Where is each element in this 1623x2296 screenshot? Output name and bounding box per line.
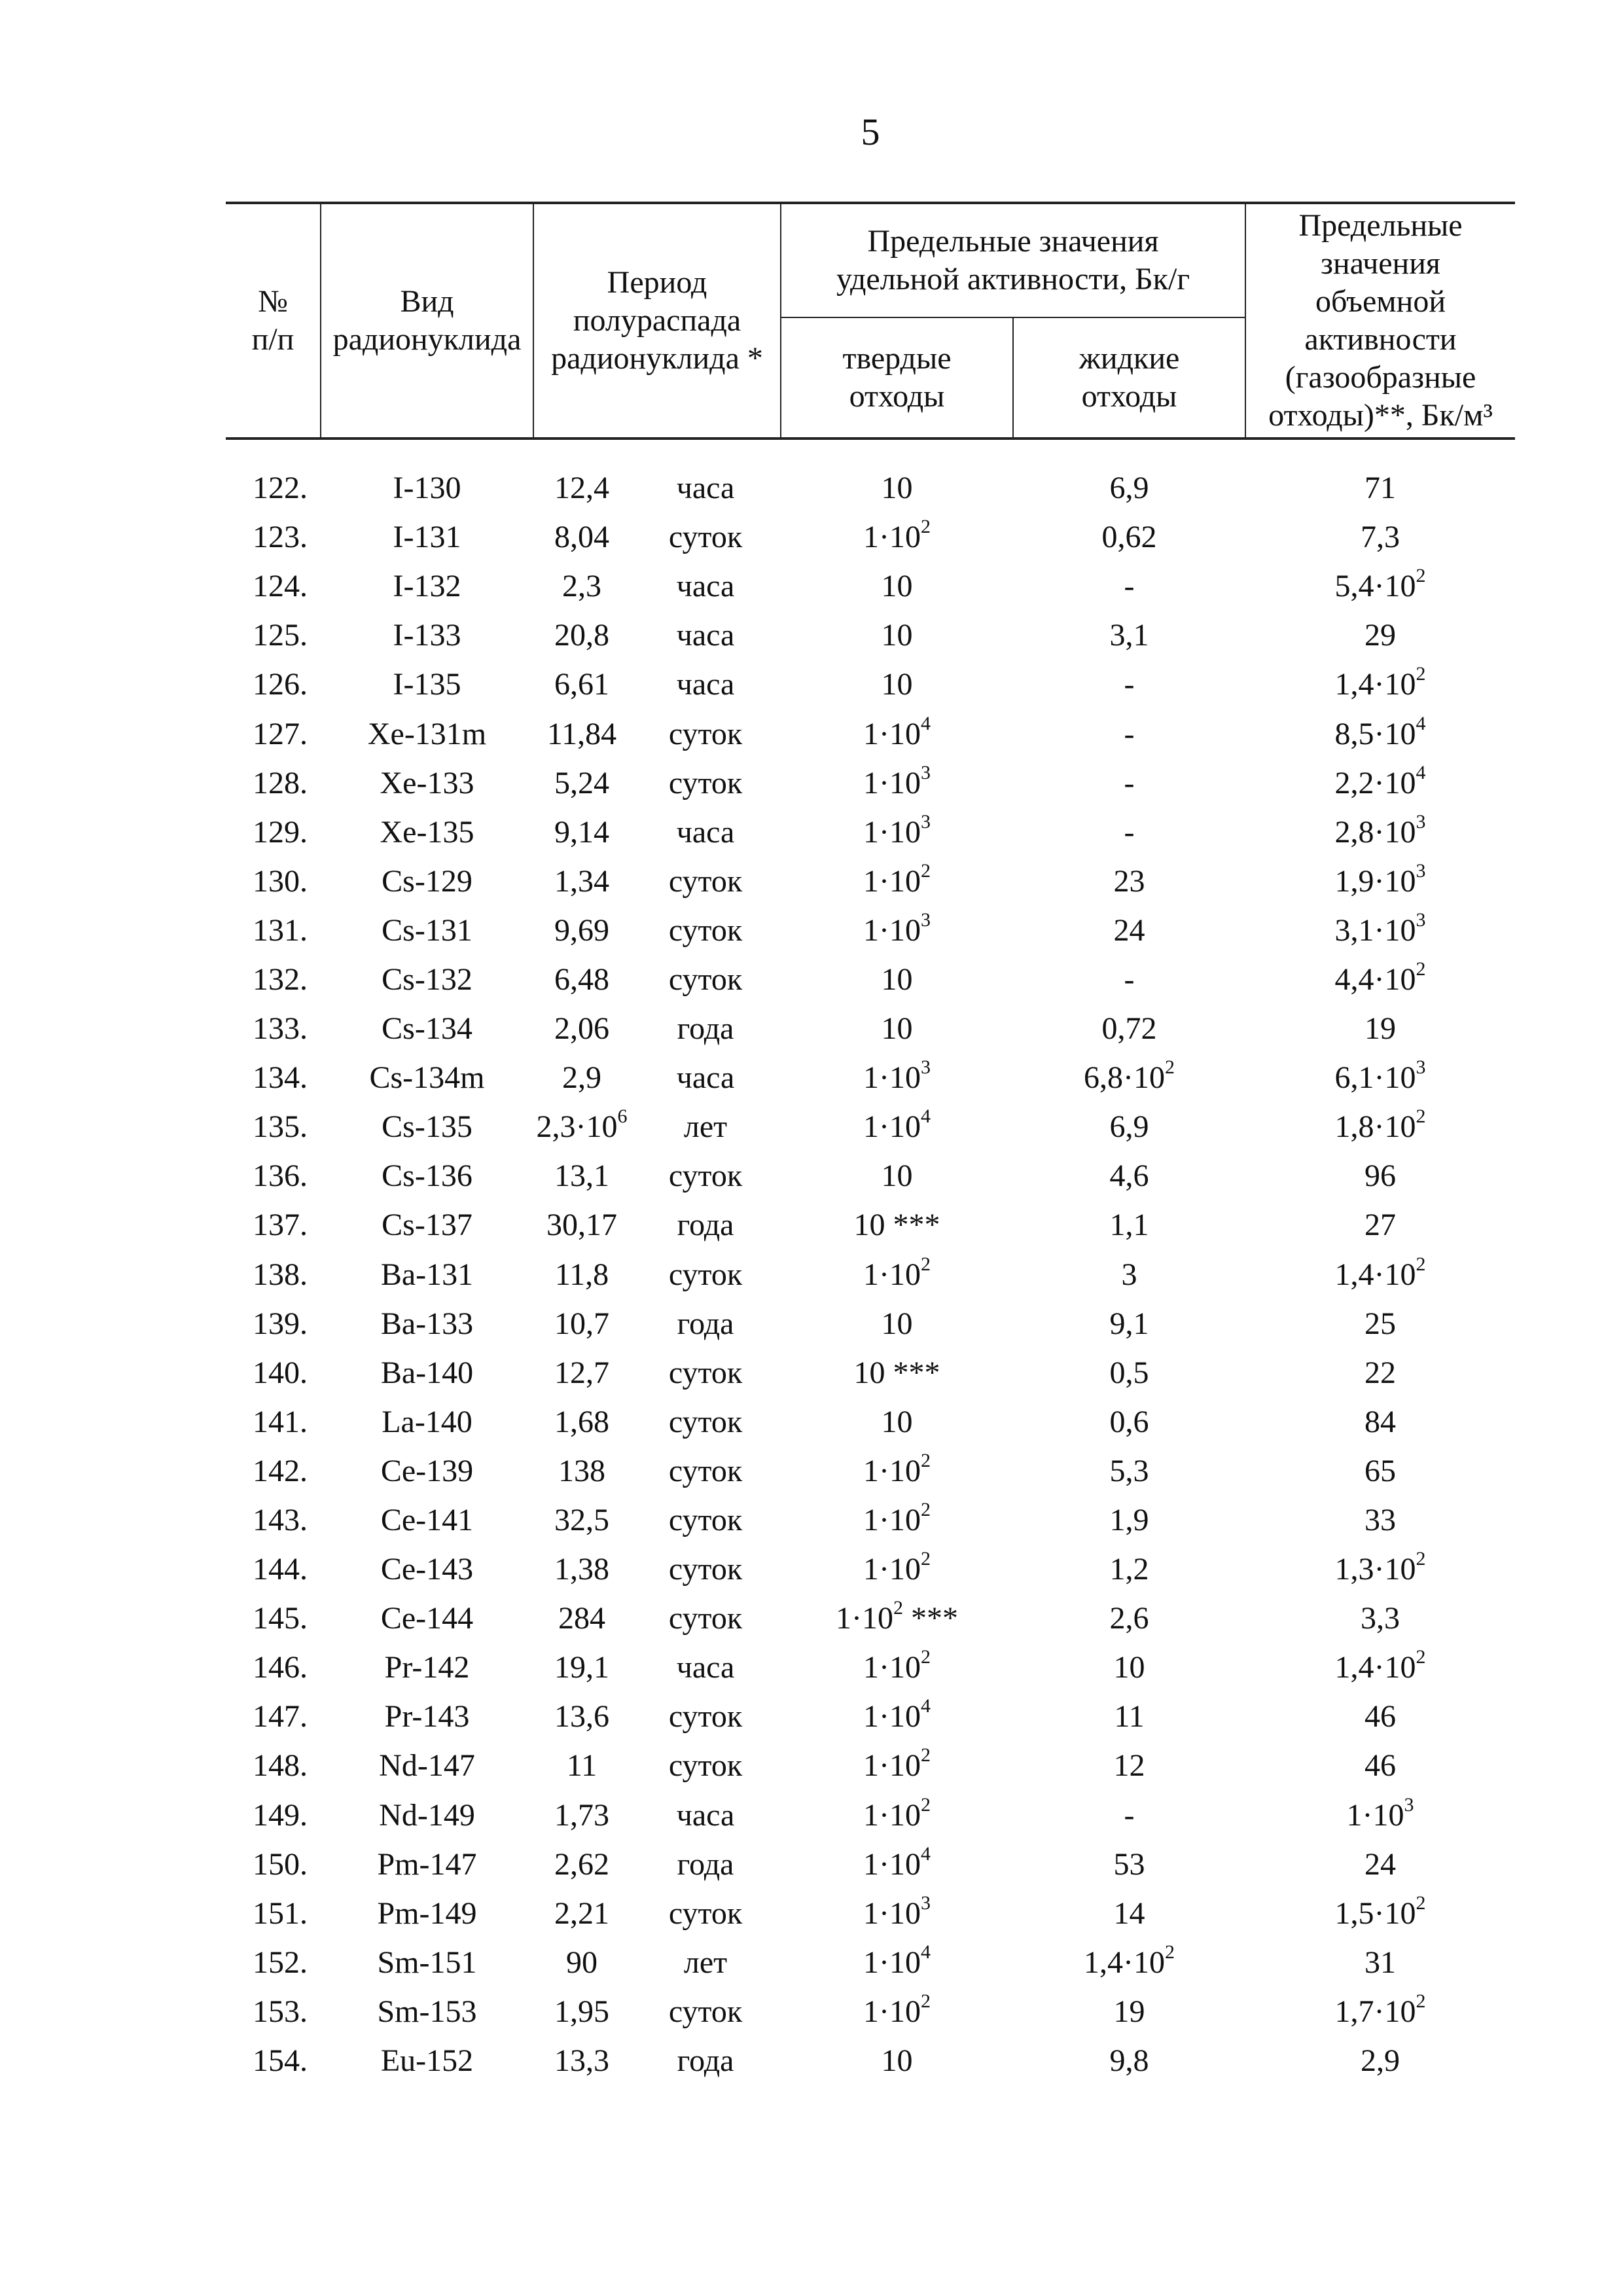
solid-waste-limit: 10 [881, 667, 913, 702]
header-radionuclide [321, 203, 533, 439]
solid-waste-limit: 10 [881, 618, 913, 653]
header-half-life-line: радионуклида * [551, 341, 763, 376]
radionuclide-name: Xe-131m [367, 716, 487, 751]
volume-activity-limit: $1,4\cdot 10^2$ [1334, 1253, 1426, 1292]
half-life-unit: суток [668, 1895, 743, 1931]
header-volume-activity-line: активности [1304, 322, 1457, 357]
row-number: 142. [253, 1453, 308, 1488]
solid-waste-limit: 10 [881, 1306, 913, 1341]
header-volume-activity-line: отходы)**, Бк/м³ [1268, 398, 1493, 433]
liquid-waste-limit: 1,1 [1109, 1208, 1149, 1243]
row-number: 137. [253, 1208, 308, 1243]
header-radionuclide-line: радионуклида [332, 322, 522, 357]
volume-activity-limit: $1,4\cdot 10^2$ [1334, 1646, 1426, 1685]
row-number: 150. [253, 1846, 308, 1882]
volume-activity-limit: $1,9\cdot 10^3$ [1334, 859, 1426, 899]
liquid-waste-limit: 2,6 [1109, 1601, 1149, 1636]
header-specific-activity-line: удельной активности, Бк/г [836, 261, 1190, 296]
half-life-unit: суток [668, 961, 743, 997]
row-number: 123. [253, 520, 308, 555]
table-row [226, 1545, 1515, 1594]
header-number-line: п/п [251, 322, 294, 357]
table-row [226, 709, 1515, 758]
radionuclide-name: Xe-133 [380, 765, 474, 800]
half-life-unit: суток [668, 863, 743, 899]
radionuclide-name: Cs-135 [382, 1109, 473, 1145]
liquid-waste-limit: 10 [1113, 1650, 1145, 1685]
solid-waste-limit: 10 [881, 1011, 913, 1047]
row-number: 143. [253, 1503, 308, 1538]
volume-activity-limit: 3,3 [1361, 1601, 1400, 1636]
table-row [226, 906, 1515, 955]
volume-activity-limit: $1,4\cdot 10^2$ [1334, 663, 1426, 702]
header-liquid-waste-line: жидкие [1079, 340, 1180, 376]
row-number: 124. [253, 569, 308, 604]
solid-waste-limit: $1\cdot 10^4$ [863, 1695, 931, 1734]
radionuclide-name: Nd-147 [379, 1748, 475, 1784]
row-number: 131. [253, 912, 308, 948]
volume-activity-limit: 46 [1364, 1699, 1397, 1734]
radionuclide-name: I-133 [393, 618, 461, 653]
table-row [226, 955, 1515, 1004]
half-life-unit: года [677, 1846, 734, 1882]
half-life-unit: суток [668, 1453, 743, 1488]
row-number: 138. [253, 1257, 308, 1292]
header-radionuclide-line: Вид [400, 284, 454, 319]
header-number-line: № [258, 284, 288, 319]
liquid-waste-limit: 11 [1114, 1699, 1145, 1734]
radionuclide-name: Ce-144 [380, 1601, 474, 1636]
header-liquid-waste-line: отходы [1081, 378, 1177, 414]
liquid-waste-limit: 4,6 [1109, 1158, 1149, 1194]
half-life-value: 8,04 [554, 520, 609, 555]
row-number: 126. [253, 667, 308, 702]
half-life-value: 32,5 [554, 1503, 609, 1538]
radionuclide-name: Cs-136 [382, 1158, 473, 1194]
half-life-unit: суток [668, 520, 743, 555]
solid-waste-limit: $1\cdot 10^4$ [863, 1842, 931, 1882]
radionuclide-name: Pm-147 [377, 1846, 477, 1882]
radionuclide-name: Sm-151 [377, 1945, 477, 1980]
liquid-waste-limit: 24 [1113, 912, 1145, 948]
solid-waste-limit: $1\cdot 10^2$ [863, 1253, 931, 1292]
radionuclide-name: Cs-134 [382, 1011, 473, 1047]
volume-activity-limit: 22 [1364, 1355, 1397, 1390]
half-life-unit: суток [668, 1748, 743, 1784]
radionuclide-name: Cs-137 [382, 1208, 473, 1243]
solid-waste-limit: $1\cdot 10^2$ [863, 1499, 931, 1538]
row-number: 122. [253, 471, 308, 506]
half-life-value: 30,17 [546, 1208, 617, 1243]
row-number: 132. [253, 961, 308, 997]
radionuclide-name: Ce-143 [380, 1552, 474, 1587]
table-row [226, 759, 1515, 808]
volume-activity-limit: $6,1\cdot 10^3$ [1334, 1056, 1426, 1096]
row-number: 135. [253, 1109, 308, 1145]
solid-waste-limit: 10 [881, 471, 913, 506]
table-row [226, 611, 1515, 660]
liquid-waste-limit: 0,6 [1109, 1404, 1149, 1439]
liquid-waste-limit: 9,1 [1109, 1306, 1149, 1341]
header-solid-waste [781, 317, 1013, 439]
table-row [226, 1643, 1515, 1692]
half-life-value: 5,24 [554, 765, 609, 800]
header-half-life-line: Период [607, 265, 707, 300]
liquid-waste-limit: 3 [1121, 1257, 1137, 1292]
liquid-waste-limit: 23 [1113, 863, 1145, 899]
solid-waste-limit: $1\cdot 10^2$ [863, 1449, 931, 1488]
half-life-value: 13,1 [554, 1158, 609, 1194]
table-row [226, 562, 1515, 611]
table-row [226, 1741, 1515, 1790]
page-number: 5 [861, 111, 880, 153]
liquid-waste-limit: 6,9 [1109, 471, 1149, 506]
solid-waste-limit: 10 [881, 1158, 913, 1194]
solid-waste-limit: $1\cdot 10^4$ [863, 712, 931, 751]
table-spacer [226, 439, 1515, 463]
half-life-unit: часа [676, 667, 735, 702]
liquid-waste-limit: - [1124, 1797, 1135, 1833]
row-number: 130. [253, 863, 308, 899]
radionuclide-name: Ba-131 [380, 1257, 474, 1292]
volume-activity-limit: $4,4\cdot 10^2$ [1334, 958, 1426, 997]
table-row [226, 1496, 1515, 1545]
half-life-value: 284 [558, 1601, 605, 1636]
half-life-value: 138 [558, 1453, 605, 1488]
half-life-value: 11,8 [554, 1257, 609, 1292]
half-life-unit: суток [668, 912, 743, 948]
volume-activity-limit: 19 [1364, 1011, 1397, 1047]
header-solid-waste-line: твердые [842, 340, 952, 376]
table-row [226, 1004, 1515, 1053]
half-life-value: 2,21 [554, 1895, 609, 1931]
table-row [226, 1299, 1515, 1348]
radionuclide-name: Cs-131 [382, 912, 473, 948]
half-life-value: 13,3 [554, 2043, 609, 2079]
header-solid-waste-line: отходы [849, 378, 945, 414]
half-life-unit: часа [676, 1797, 735, 1833]
volume-activity-limit: $1,3\cdot 10^2$ [1334, 1548, 1426, 1587]
half-life-unit: суток [668, 1601, 743, 1636]
table-row [226, 1692, 1515, 1741]
header-liquid-waste [1013, 317, 1245, 439]
solid-waste-limit: 10 *** [853, 1208, 940, 1243]
liquid-waste-limit: $6,8\cdot 10^2$ [1084, 1056, 1175, 1096]
table-row [226, 1987, 1515, 2036]
liquid-waste-limit: 0,62 [1101, 520, 1157, 555]
volume-activity-limit: $1\cdot 10^3$ [1346, 1793, 1414, 1833]
half-life-value: 9,69 [554, 912, 609, 948]
volume-activity-limit: $2,2\cdot 10^4$ [1334, 761, 1426, 800]
radionuclide-name: Cs-129 [382, 863, 473, 899]
liquid-waste-limit: 6,9 [1109, 1109, 1149, 1145]
half-life-unit: лет [683, 1945, 728, 1980]
header-specific-activity-line: Предельные значения [867, 223, 1159, 259]
liquid-waste-limit: 53 [1113, 1846, 1145, 1882]
table-row [226, 1151, 1515, 1200]
row-number: 148. [253, 1748, 308, 1784]
half-life-value: $2,3\cdot 10^6$ [536, 1105, 628, 1145]
radionuclide-name: I-135 [393, 667, 461, 702]
solid-waste-limit: $1\cdot 10^2$ [863, 1744, 931, 1784]
liquid-waste-limit: 9,8 [1109, 2043, 1149, 2079]
half-life-value: 2,06 [554, 1011, 609, 1047]
volume-activity-limit: $1,7\cdot 10^2$ [1334, 1990, 1426, 2029]
header-volume-activity-line: Предельные [1298, 208, 1463, 243]
radionuclide-table [226, 202, 1515, 2085]
volume-activity-limit: 24 [1364, 1846, 1397, 1882]
liquid-waste-limit: 0,72 [1101, 1011, 1157, 1047]
volume-activity-limit: 96 [1364, 1158, 1397, 1194]
half-life-value: 12,4 [554, 471, 609, 506]
row-number: 136. [253, 1158, 308, 1194]
solid-waste-limit: 10 [881, 2043, 913, 2079]
radionuclide-name: Ce-141 [380, 1503, 474, 1538]
radionuclide-name: Pr-143 [384, 1699, 470, 1734]
volume-activity-limit: $3,1\cdot 10^3$ [1334, 908, 1426, 948]
row-number: 149. [253, 1797, 308, 1833]
table-row [226, 808, 1515, 857]
half-life-unit: суток [668, 1552, 743, 1587]
radionuclide-name: Sm-153 [377, 1994, 477, 2029]
half-life-unit: года [677, 2043, 734, 2079]
liquid-waste-limit: 14 [1113, 1895, 1145, 1931]
volume-activity-limit: $5,4\cdot 10^2$ [1334, 565, 1426, 604]
half-life-value: 6,61 [554, 667, 609, 702]
half-life-value: 11,84 [546, 716, 617, 751]
header-half-life [533, 203, 781, 439]
table-row [226, 1889, 1515, 1938]
half-life-value: 1,73 [554, 1797, 609, 1833]
row-number: 141. [253, 1404, 308, 1439]
liquid-waste-limit: - [1124, 961, 1135, 997]
radionuclide-name: Xe-135 [380, 814, 474, 850]
half-life-unit: года [677, 1306, 734, 1341]
solid-waste-limit: $1\cdot 10^2$ [863, 516, 931, 555]
volume-activity-limit: 31 [1364, 1945, 1397, 1980]
half-life-unit: суток [668, 1158, 743, 1194]
half-life-unit: суток [668, 1503, 743, 1538]
radionuclide-name: Cs-134m [369, 1060, 485, 1096]
half-life-unit: суток [668, 1355, 743, 1390]
header-volume-activity-line: значения [1321, 246, 1440, 281]
liquid-waste-limit: 1,9 [1109, 1503, 1149, 1538]
table-row [226, 2036, 1515, 2085]
half-life-value: 20,8 [554, 618, 609, 653]
half-life-unit: года [677, 1011, 734, 1047]
radionuclide-name: Ba-140 [380, 1355, 474, 1390]
half-life-value: 1,95 [554, 1994, 609, 2029]
solid-waste-limit: 10 [881, 961, 913, 997]
row-number: 134. [253, 1060, 308, 1096]
table-body [226, 439, 1515, 2085]
row-number: 140. [253, 1355, 308, 1390]
volume-activity-limit: $1,5\cdot 10^2$ [1334, 1892, 1426, 1931]
table-row [226, 1446, 1515, 1496]
header-volume-activity-line: (газообразные [1285, 360, 1476, 395]
table-row [226, 1791, 1515, 1840]
solid-waste-limit: $1\cdot 10^2$ [863, 1793, 931, 1833]
radionuclide-name: Ce-139 [380, 1453, 474, 1488]
half-life-unit: года [677, 1208, 734, 1243]
solid-waste-limit: $1\cdot 10^2$ [863, 1990, 931, 2029]
row-number: 153. [253, 1994, 308, 2029]
row-number: 128. [253, 765, 308, 800]
half-life-value: 90 [566, 1945, 597, 1980]
header-half-life-line: полураспада [573, 303, 741, 338]
half-life-unit: суток [668, 716, 743, 751]
table-row [226, 1397, 1515, 1446]
liquid-waste-limit: $1,4\cdot 10^2$ [1084, 1941, 1175, 1980]
half-life-value: 1,34 [554, 863, 609, 899]
row-number: 154. [253, 2043, 308, 2079]
radionuclide-name: Cs-132 [382, 961, 473, 997]
volume-activity-limit: 65 [1364, 1453, 1397, 1488]
solid-waste-limit: 10 [881, 1404, 913, 1439]
table-row [226, 1840, 1515, 1889]
half-life-value: 19,1 [554, 1650, 609, 1685]
radionuclide-name: Pm-149 [377, 1895, 477, 1931]
half-life-value: 12,7 [554, 1355, 609, 1390]
half-life-unit: суток [668, 1994, 743, 2029]
solid-waste-limit: $1\cdot 10^2$ [863, 1548, 931, 1587]
table-row [226, 660, 1515, 709]
liquid-waste-limit: - [1124, 716, 1135, 751]
liquid-waste-limit: - [1124, 569, 1135, 604]
header-specific-activity [781, 203, 1245, 317]
half-life-unit: суток [668, 1404, 743, 1439]
volume-activity-limit: 7,3 [1361, 520, 1400, 555]
half-life-value: 6,48 [554, 961, 609, 997]
row-number: 145. [253, 1601, 308, 1636]
half-life-value: 10,7 [554, 1306, 609, 1341]
row-number: 129. [253, 814, 308, 850]
liquid-waste-limit: 1,2 [1109, 1552, 1149, 1587]
half-life-value: 9,14 [554, 814, 609, 850]
liquid-waste-limit: - [1124, 667, 1135, 702]
row-number: 146. [253, 1650, 308, 1685]
radionuclide-name: Pr-142 [384, 1650, 470, 1685]
radionuclide-name: I-131 [393, 520, 461, 555]
table-row [226, 1348, 1515, 1397]
radionuclide-name: I-130 [393, 471, 461, 506]
spacer-cell [226, 439, 1515, 463]
solid-waste-limit: $1\cdot 10^4$ [863, 1941, 931, 1980]
row-number: 139. [253, 1306, 308, 1341]
header-volume-activity-line: объемной [1315, 284, 1446, 319]
solid-waste-limit: 10 *** [853, 1355, 940, 1390]
solid-waste-limit: $1\cdot 10^3$ [863, 1056, 931, 1096]
volume-activity-limit: 71 [1364, 471, 1397, 506]
table-header [226, 203, 1515, 439]
liquid-waste-limit: 12 [1113, 1748, 1145, 1784]
volume-activity-limit: 33 [1364, 1503, 1397, 1538]
solid-waste-limit: $1\cdot 10^3$ [863, 1892, 931, 1931]
half-life-unit: часа [676, 618, 735, 653]
radionuclide-name: I-132 [393, 569, 461, 604]
half-life-unit: часа [676, 1650, 735, 1685]
half-life-value: 2,9 [562, 1060, 601, 1096]
liquid-waste-limit: 5,3 [1109, 1453, 1149, 1488]
radionuclide-table-container [226, 202, 1515, 2085]
half-life-value: 1,38 [554, 1552, 609, 1587]
half-life-unit: суток [668, 765, 743, 800]
table-row [226, 1938, 1515, 1987]
half-life-unit: часа [676, 569, 735, 604]
solid-waste-limit: $1\cdot 10^2$ [863, 859, 931, 899]
half-life-unit: часа [676, 814, 735, 850]
half-life-value: 1,68 [554, 1404, 609, 1439]
header-number [226, 203, 321, 439]
half-life-unit: суток [668, 1257, 743, 1292]
solid-waste-limit: $1\cdot 10^2$ [863, 1646, 931, 1685]
row-number: 147. [253, 1699, 308, 1734]
radionuclide-name: La-140 [382, 1404, 473, 1439]
solid-waste-limit: 10 [881, 569, 913, 604]
solid-waste-limit: $1\cdot 10^3$ [863, 908, 931, 948]
table-row [226, 1102, 1515, 1151]
radionuclide-name: Eu-152 [380, 2043, 474, 2079]
radionuclide-name: Nd-149 [379, 1797, 475, 1833]
table-row [226, 1594, 1515, 1643]
half-life-unit: лет [683, 1109, 728, 1145]
volume-activity-limit: $8,5\cdot 10^4$ [1334, 712, 1426, 751]
solid-waste-limit: $1\cdot 10^3$ [863, 761, 931, 800]
solid-waste-limit: $1\cdot 10^4$ [863, 1105, 931, 1145]
solid-waste-limit: $1\cdot 10^2$ *** [836, 1597, 958, 1636]
table-row [226, 1250, 1515, 1299]
table-row [226, 512, 1515, 562]
liquid-waste-limit: 0,5 [1109, 1355, 1149, 1390]
row-number: 151. [253, 1895, 308, 1931]
half-life-unit: часа [676, 1060, 735, 1096]
liquid-waste-limit: 3,1 [1109, 618, 1149, 653]
liquid-waste-limit: 19 [1113, 1994, 1145, 2029]
half-life-value: 2,3 [562, 569, 601, 604]
solid-waste-limit: $1\cdot 10^3$ [863, 810, 931, 850]
radionuclide-name: Ba-133 [380, 1306, 474, 1341]
volume-activity-limit: $2,8\cdot 10^3$ [1334, 810, 1426, 850]
liquid-waste-limit: - [1124, 814, 1135, 850]
row-number: 125. [253, 618, 308, 653]
table-row [226, 857, 1515, 906]
row-number: 152. [253, 1945, 308, 1980]
row-number: 133. [253, 1011, 308, 1047]
liquid-waste-limit: - [1124, 765, 1135, 800]
volume-activity-limit: $1,8\cdot 10^2$ [1334, 1105, 1426, 1145]
half-life-unit: суток [668, 1699, 743, 1734]
row-number: 144. [253, 1552, 308, 1587]
volume-activity-limit: 2,9 [1361, 2043, 1400, 2079]
volume-activity-limit: 27 [1364, 1208, 1397, 1243]
half-life-value: 2,62 [554, 1846, 609, 1882]
table-row [226, 1053, 1515, 1102]
volume-activity-limit: 29 [1364, 618, 1397, 653]
header-volume-activity [1245, 203, 1515, 439]
half-life-unit: часа [676, 471, 735, 506]
table-row [226, 1200, 1515, 1249]
row-number: 127. [253, 716, 308, 751]
volume-activity-limit: 25 [1364, 1306, 1397, 1341]
table-row [226, 463, 1515, 512]
volume-activity-limit: 84 [1364, 1404, 1397, 1439]
volume-activity-limit: 46 [1364, 1748, 1397, 1784]
half-life-value: 13,6 [554, 1699, 609, 1734]
half-life-value: 11 [566, 1748, 597, 1784]
